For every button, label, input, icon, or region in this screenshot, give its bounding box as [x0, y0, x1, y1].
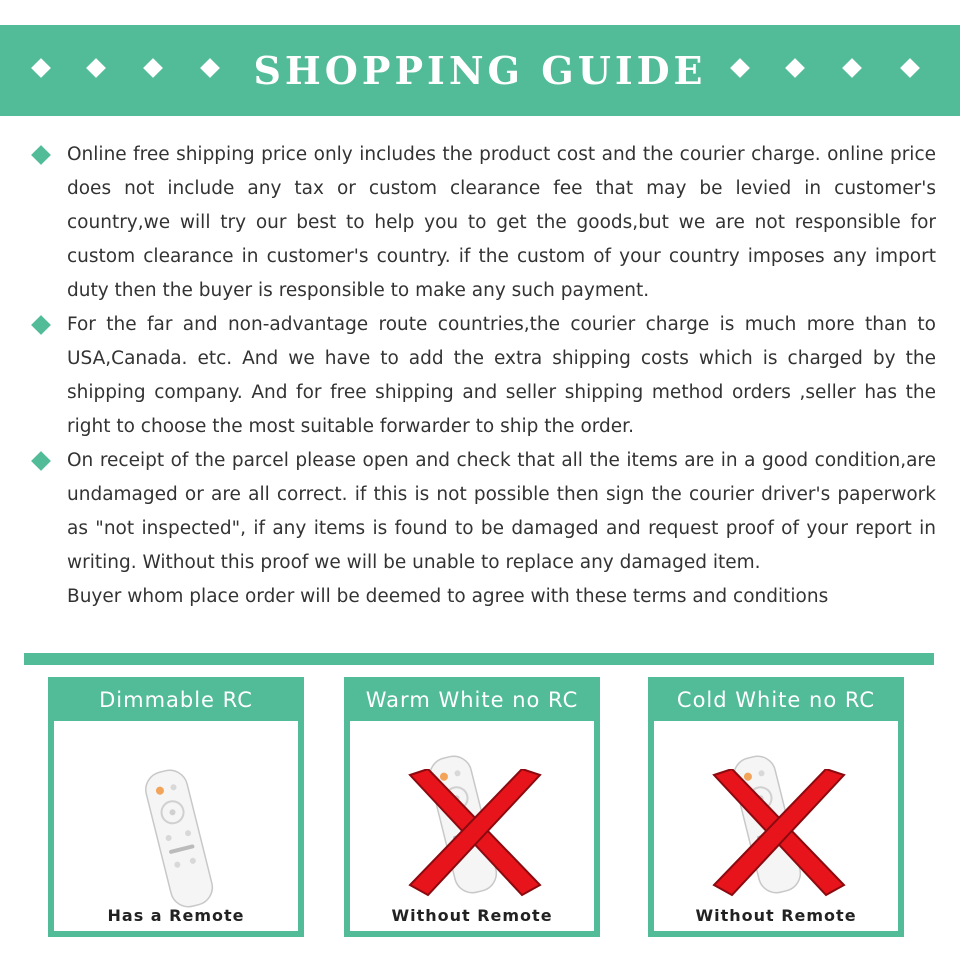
- card-caption: Without Remote: [391, 906, 553, 925]
- card-body: [350, 721, 594, 931]
- note-text: On receipt of the parcel please open and check that all the items are in a good condition,are undamaged or are all correct. if this is not possible then sign the courier driver's paperwork as "not inspected", if any items is found to be damaged and request proof of your report in writing. Without this proof we will be unable to replace any damaged item.: [67, 450, 936, 573]
- card-caption: Has a Remote: [107, 906, 245, 925]
- cross-mark-icon: [400, 769, 550, 899]
- option-card-dimmable-rc: [48, 677, 304, 937]
- shipping-notes: [24, 138, 936, 614]
- note-item: [24, 138, 936, 308]
- closing-note: [24, 580, 936, 614]
- card-title: Warm White no RC: [365, 688, 579, 712]
- option-card-warm-white-no-rc: [344, 677, 600, 937]
- note-text: For the far and non-advantage route countries,the courier charge is much more than to USA,Canada. etc. And we have to add the extra shipping costs which is charged by the shipping company. And for free shipping and seller shipping method orders ,seller has the right to choose the most suitable forwarder to ship the order.: [67, 314, 936, 437]
- card-caption: Without Remote: [695, 906, 857, 925]
- note-item: [24, 444, 936, 580]
- banner-title: SHOPPING GUIDE: [253, 48, 707, 93]
- closing-note-text: Buyer whom place order will be deemed to agree with these terms and conditions: [67, 586, 829, 607]
- shopping-guide-banner: [0, 25, 960, 116]
- card-title: Cold White no RC: [676, 688, 876, 712]
- note-item: [24, 308, 936, 444]
- remote-control-icon: [136, 763, 226, 913]
- option-card-cold-white-no-rc: [648, 677, 904, 937]
- diamond-bullet-icon: [31, 315, 51, 335]
- cross-mark-icon: [704, 769, 854, 899]
- card-body: [54, 721, 298, 931]
- note-text: Online free shipping price only includes the product cost and the courier charge. online price does not include any tax or custom clearance fee that may be levied in customer's country,we will try our best to help you to get the goods,but we are not responsible for custom clearance in customer's country. if the custom of your country imposes any import duty then the buyer is responsible to make any such payment.: [67, 144, 936, 301]
- diamond-bullet-icon: [31, 451, 51, 471]
- card-body: [654, 721, 898, 931]
- section-divider: [24, 653, 934, 665]
- card-title: Dimmable RC: [99, 688, 253, 712]
- diamond-bullet-icon: [31, 145, 51, 165]
